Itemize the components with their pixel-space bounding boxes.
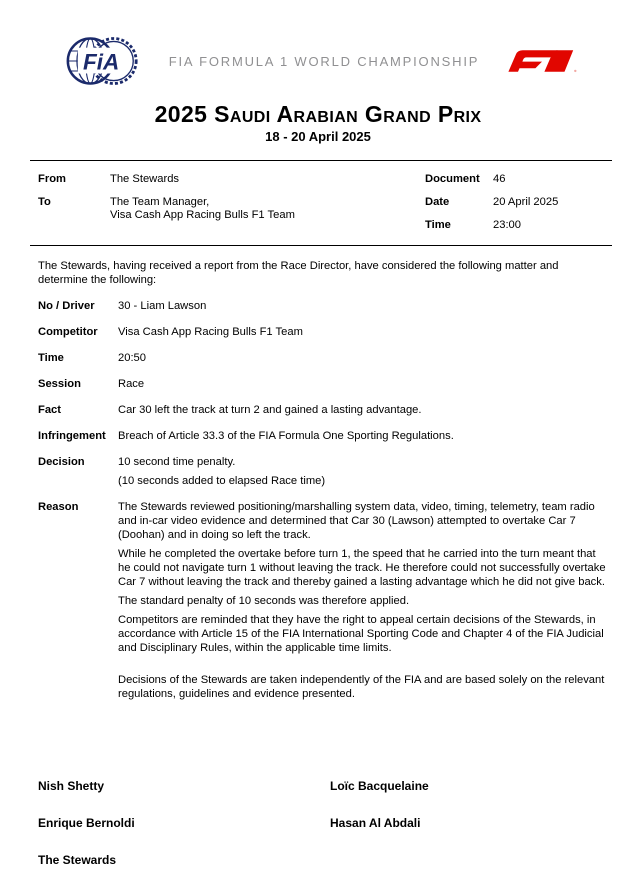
to-value: [110, 196, 295, 222]
details-section: [0, 299, 636, 701]
detail-row-no-driver: [0, 299, 636, 313]
event-dates: 18 - 20 April 2025: [265, 129, 371, 144]
reason-paragraph-1: The Stewards reviewed positioning/marshalling system data, video, timing, telemetry, team radio and in-car video evidence and determined that Car 30 (Lawson) attempted to overtake Car 7 (Doohan) and in doing so left the track.: [118, 501, 595, 541]
championship-title: FIA FORMULA 1 WORLD CHAMPIONSHIP: [168, 53, 480, 69]
from-value: The Stewards: [110, 173, 180, 185]
meta-section: [0, 161, 636, 245]
detail-value: 30 - Liam Lawson: [118, 300, 207, 312]
detail-row-fact: [0, 403, 636, 417]
document-value: 46: [493, 173, 506, 185]
detail-label: Reason: [38, 501, 79, 513]
document-row: [425, 173, 636, 186]
intro-paragraph: The Stewards, having received a report from the Race Director, have considered the following matter and determine the following:: [38, 260, 559, 286]
detail-label: Session: [38, 378, 81, 390]
detail-row-session: [0, 377, 636, 391]
to-value-line2: Visa Cash App Racing Bulls F1 Team: [110, 209, 295, 221]
signature-name: Hasan Al Abdali: [330, 816, 421, 830]
document-label: Document: [425, 173, 480, 185]
time-row: [425, 219, 636, 232]
detail-row-reason: [0, 500, 636, 701]
from-label: From: [38, 173, 66, 185]
event-title-block: [0, 101, 636, 144]
time-value: 23:00: [493, 219, 521, 231]
signature-name: Enrique Bernoldi: [38, 816, 135, 830]
from-row: [38, 173, 425, 186]
detail-value: Car 30 left the track at turn 2 and gained a lasting advantage.: [118, 404, 422, 416]
detail-value: Race: [118, 378, 145, 390]
detail-label: No / Driver: [38, 300, 95, 312]
detail-value: Visa Cash App Racing Bulls F1 Team: [118, 326, 303, 338]
detail-row-infringement: [0, 429, 636, 443]
detail-value: Breach of Article 33.3 of the FIA Formula One Sporting Regulations.: [118, 430, 454, 442]
reason-paragraph-5: Decisions of the Stewards are taken independently of the FIA and are based solely on the relevant regulations, guidelines and evidence presented.: [118, 674, 605, 700]
signature-row: [38, 816, 598, 830]
decision-value: [118, 455, 608, 488]
svg-text:FiA: FiA: [83, 49, 120, 75]
to-row: [38, 196, 425, 222]
signature-row: [38, 853, 598, 867]
to-label: To: [38, 196, 51, 208]
reason-paragraph-2: While he completed the overtake before turn 1, the speed that he carried into the turn meant that he could not navigate turn 1 without leaving the track. He therefore could not successfully overtake Car 7 without leaving the track and thereby gained a lasting advantage which he did not give back.: [118, 548, 606, 588]
signature-name: Loïc Bacquelaine: [330, 779, 429, 793]
detail-label: Fact: [38, 404, 62, 416]
date-label: Date: [425, 196, 450, 208]
detail-label: Decision: [38, 456, 85, 468]
decision-line1: 10 second time penalty.: [118, 456, 236, 468]
signatures-section: [38, 779, 598, 882]
date-row: [425, 196, 636, 209]
signature-name: The Stewards: [38, 853, 117, 867]
date-value: 20 April 2025: [493, 196, 559, 208]
detail-value: 20:50: [118, 352, 146, 364]
signature-row: [38, 779, 598, 793]
meta-left-column: [38, 173, 425, 242]
reason-paragraph-3: The standard penalty of 10 seconds was therefore applied.: [118, 595, 410, 607]
detail-row-competitor: [0, 325, 636, 339]
detail-row-time: [0, 351, 636, 365]
event-title: 2025 Saudi Arabian Grand Prix: [154, 101, 482, 127]
time-label: Time: [425, 219, 451, 231]
document-header: [0, 0, 636, 88]
reason-value: [118, 500, 608, 701]
detail-label: Competitor: [38, 326, 98, 338]
decision-line2: (10 seconds added to elapsed Race time): [118, 475, 326, 487]
meta-right-column: [425, 173, 636, 242]
reason-paragraph-4: Competitors are reminded that they have the right to appeal certain decisions of the Stewards, in accordance with Article 15 of the FIA International Sporting Code and Chapter 4 of the FIA Judicial and Disciplinary Rules, within the applicable time limits.: [118, 614, 604, 654]
fia-logo: [62, 34, 142, 88]
detail-label: Infringement: [38, 430, 106, 442]
detail-row-decision: [0, 455, 636, 488]
to-value-line1: The Team Manager,: [110, 196, 210, 208]
signature-name: Nish Shetty: [38, 779, 105, 793]
f1-logo: [506, 46, 578, 76]
detail-label: Time: [38, 352, 64, 364]
